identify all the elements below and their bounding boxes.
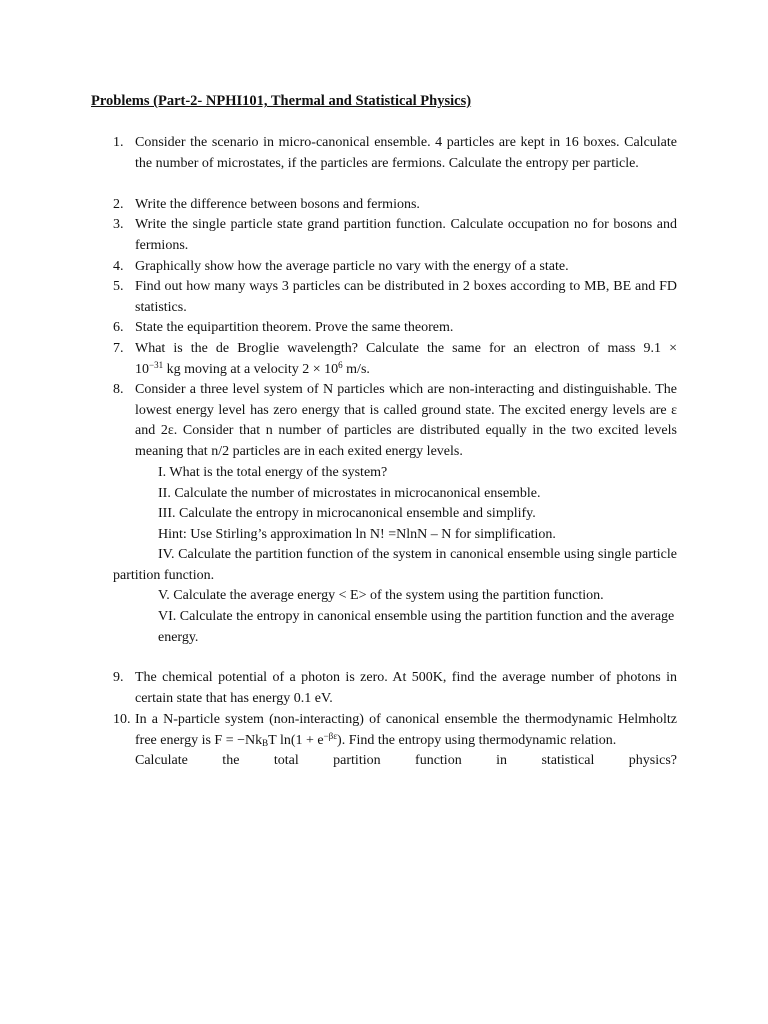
exponent: −βε <box>323 730 338 741</box>
question-text: Find out how many ways 3 particles can be distributed in 2 boxes according to MB, BE and FD statistics. <box>135 279 677 315</box>
text-segment: kg moving at a velocity 2 × 10 <box>163 361 339 377</box>
question-number: 4. <box>113 259 124 274</box>
question-text: Consider the scenario in micro-canonical ensemble. 4 particles are kept in 16 boxes. Calculate the number of microstates, if the particles are fermions. Calculate the entropy per particle. <box>135 135 677 171</box>
subpart-ii: II. Calculate the number of microstates in microcanonical ensemble. <box>158 486 541 501</box>
question-text-line-2 <box>113 360 677 381</box>
hint: Hint: Use Stirling’s approximation ln N! =NlnN – N for simplification. <box>158 527 556 542</box>
text-segment: T ln(1 + e <box>268 732 324 748</box>
question-8 <box>113 380 677 463</box>
question-number: 9. <box>113 670 124 685</box>
question-text-line-1: What is the de Broglie wavelength? Calculate the same for an electron of mass 9.1 × <box>135 341 677 356</box>
question-text: The chemical potential of a photon is zero. At 500K, find the average number of photons in certain state that has energy 0.1 eV. <box>135 670 677 706</box>
question-5 <box>113 277 677 318</box>
exponent: 6 <box>338 359 343 370</box>
question-1 <box>113 133 677 174</box>
question-6 <box>113 318 677 339</box>
question-number: 1. <box>113 135 124 150</box>
subscript: B <box>262 737 269 748</box>
question-text: Write the single particle state grand partition function. Calculate occupation no for bosons and fermions. <box>135 217 677 253</box>
question-text <box>113 710 677 751</box>
question-number: 10. <box>113 712 131 727</box>
question-10 <box>113 710 677 772</box>
subpart-iii: III. Calculate the entropy in microcanonical ensemble and simplify. <box>158 506 536 521</box>
question-text: State the equipartition theorem. Prove the same theorem. <box>135 320 454 335</box>
subpart-v: V. Calculate the average energy < E> of the system using the partition function. <box>158 588 604 603</box>
question-2 <box>113 195 677 216</box>
text-segment: ). Find the entropy using thermodynamic relation. <box>337 732 617 748</box>
question-3 <box>113 215 677 256</box>
question-7 <box>113 339 677 380</box>
question-text-last-line: Calculate the total partition function in statistical physics? <box>135 753 677 769</box>
page-title: Problems (Part-2- NPHI101, Thermal and Statistical Physics) <box>91 93 472 109</box>
question-9 <box>113 668 677 709</box>
subpart-iv: IV. Calculate the partition function of the system in canonical ensemble using single particle partition function. <box>113 547 677 583</box>
subpart-i: I. What is the total energy of the system? <box>158 465 388 480</box>
question-number: 2. <box>113 197 124 212</box>
exp-base: 10 <box>135 361 149 377</box>
question-number: 5. <box>113 279 124 294</box>
question-number: 3. <box>113 217 124 232</box>
exponent: −31 <box>149 359 164 370</box>
question-number: 7. <box>113 341 124 356</box>
text-segment: m/s. <box>342 361 370 377</box>
text-segment: In a N-particle system (non-interacting) of canonical ensemble the thermodynamic Helmholtz free energy is F = −Nk <box>135 712 677 748</box>
subpart-vi: VI. Calculate the entropy in canonical ensemble using the partition function and the average energy. <box>158 609 675 645</box>
question-text: Consider a three level system of N particles which are non-interacting and distinguishable. The lowest energy level has zero energy that is called ground state. The excited energy levels are ε and 2ε. Consider that n number of particles are distributed equally in the two excited levels meaning that n/2 particles are in each exited energy levels. <box>135 382 677 460</box>
question-number: 8. <box>113 382 124 397</box>
question-4 <box>113 257 677 278</box>
question-text: Write the difference between bosons and fermions. <box>135 197 420 212</box>
question-text: Graphically show how the average particle no vary with the energy of a state. <box>135 259 569 274</box>
question-number: 6. <box>113 320 124 335</box>
